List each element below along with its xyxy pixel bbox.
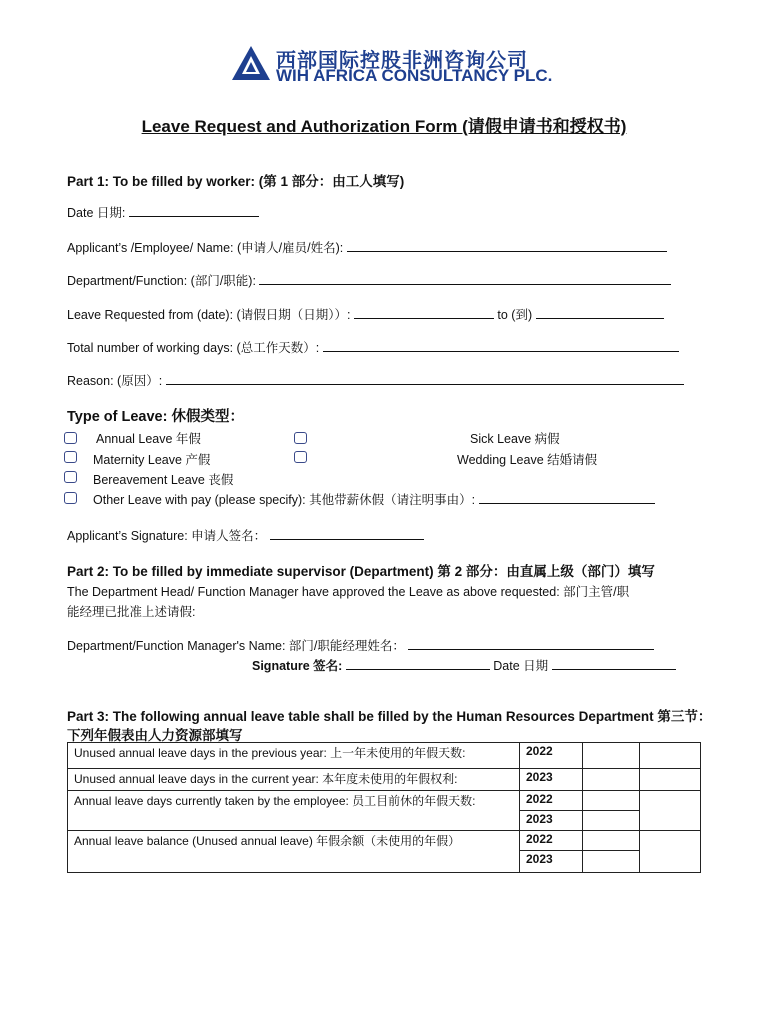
sick-leave-checkbox[interactable] <box>294 432 307 444</box>
wedding-leave-checkbox[interactable] <box>294 451 307 463</box>
value-cell[interactable] <box>583 811 640 831</box>
maternity-leave-checkbox[interactable] <box>64 451 77 463</box>
manager-signature-field[interactable] <box>346 657 490 670</box>
department-row <box>67 271 671 289</box>
maternity-leave-label: Maternity Leave 产假 <box>93 453 211 467</box>
applicant-signature-field[interactable] <box>270 527 424 540</box>
applicant-signature-row <box>67 526 424 544</box>
annual-leave-checkbox[interactable] <box>64 432 77 444</box>
value-cell[interactable] <box>640 769 701 791</box>
value-cell[interactable] <box>583 791 640 811</box>
leave-type-heading: Type of Leave: 休假类型： <box>67 409 244 425</box>
table-row <box>68 769 701 791</box>
annual-leave-label: Annual Leave 年假 <box>96 432 201 446</box>
value-cell[interactable] <box>583 851 640 873</box>
value-cell[interactable] <box>640 791 701 831</box>
part2-heading: Part 2: To be filled by immediate supervisor (Department) 第 2 部分：由直属上级（部门）填写 <box>67 564 655 579</box>
reason-row <box>67 371 684 389</box>
row-label: Annual leave days currently taken by the employee: 员工目前休的年假天数: <box>68 791 520 831</box>
other-leave-checkbox[interactable] <box>64 492 77 504</box>
other-leave-label: Other Leave with pay (please specify): 其他带薪休假（请注明事由）: <box>93 493 476 507</box>
form-title: Leave Request and Authorization Form (请假申请书和授权书) <box>141 117 627 136</box>
manager-name-label: Department/Function Manager's Name: 部门/职能经理姓名： <box>67 639 405 653</box>
value-cell[interactable] <box>583 743 640 769</box>
working-days-label: Total number of working days: (总工作天数）: <box>67 341 320 355</box>
applicant-label: Applicant’s /Employee/ Name: (申请人/雇员/姓名): <box>67 241 344 255</box>
other-leave-field[interactable] <box>479 491 655 504</box>
leave-from-label: Leave Requested from (date): (请假日期（日期））: <box>67 308 351 322</box>
value-cell[interactable] <box>640 743 701 769</box>
date-field[interactable] <box>129 204 259 217</box>
sick-leave-label: Sick Leave 病假 <box>470 432 560 446</box>
value-cell[interactable] <box>640 831 701 873</box>
applicant-row <box>67 238 667 256</box>
year-cell: 2022 <box>520 831 583 851</box>
triangle-logo-icon <box>230 44 272 82</box>
year-cell: 2022 <box>520 743 583 769</box>
value-cell[interactable] <box>583 831 640 851</box>
row-label: Annual leave balance (Unused annual leave) 年假余额（未使用的年假） <box>68 831 520 873</box>
to-label: to (到) <box>497 308 533 322</box>
department-field[interactable] <box>259 272 671 285</box>
bereavement-leave-checkbox[interactable] <box>64 471 77 483</box>
year-cell: 2022 <box>520 791 583 811</box>
annual-leave-table <box>67 742 701 873</box>
company-name-cn: 西部国际控股非洲咨询公司 <box>276 50 528 72</box>
leave-dates-row <box>67 305 664 323</box>
value-cell[interactable] <box>583 769 640 791</box>
part3-heading-line1: Part 3: The following annual leave table shall be filled by the Human Resources Department 第三节： <box>67 709 712 724</box>
approval-text-line2: 能经理已批准上述请假: <box>67 605 196 619</box>
table-row <box>68 791 701 811</box>
manager-name-row <box>67 636 654 654</box>
table-row <box>68 743 701 769</box>
date-label: Date 日期: <box>67 206 126 220</box>
manager-date-label: Date 日期 <box>493 659 549 673</box>
part1-heading: Part 1: To be filled by worker: (第 1 部分：由工人填写) <box>67 174 405 189</box>
applicant-signature-label: Applicant’s Signature: 申请人签名： <box>67 529 267 543</box>
part3-heading-line2: 下列年假表由人力资源部填写 <box>67 728 243 743</box>
year-cell: 2023 <box>520 851 583 873</box>
bereavement-leave-label: Bereavement Leave 丧假 <box>93 473 234 487</box>
row-label: Unused annual leave days in the current year: 本年度未使用的年假权利: <box>68 769 520 791</box>
row-label: Unused annual leave days in the previous year: 上一年未使用的年假天数: <box>68 743 520 769</box>
company-logo <box>230 44 553 86</box>
other-leave-row <box>93 490 655 508</box>
year-cell: 2023 <box>520 769 583 791</box>
manager-date-field[interactable] <box>552 657 676 670</box>
manager-signature-label: Signature 签名: <box>252 659 343 673</box>
date-row <box>67 203 259 221</box>
company-name-en: WIH AFRICA CONSULTANCY PLC. <box>276 66 553 85</box>
applicant-name-field[interactable] <box>347 239 667 252</box>
manager-signature-row <box>252 656 676 674</box>
leave-to-field[interactable] <box>536 306 664 319</box>
reason-label: Reason: (原因）: <box>67 374 163 388</box>
leave-from-field[interactable] <box>354 306 494 319</box>
working-days-field[interactable] <box>323 339 679 352</box>
manager-name-field[interactable] <box>408 637 654 650</box>
wedding-leave-label: Wedding Leave 结婚请假 <box>457 453 598 467</box>
working-days-row <box>67 338 679 356</box>
department-label: Department/Function: (部门/职能): <box>67 274 256 288</box>
table-row <box>68 831 701 851</box>
approval-text-line1: The Department Head/ Function Manager have approved the Leave as above requested: 部门主管/职 <box>67 585 630 599</box>
reason-field[interactable] <box>166 372 684 385</box>
year-cell: 2023 <box>520 811 583 831</box>
